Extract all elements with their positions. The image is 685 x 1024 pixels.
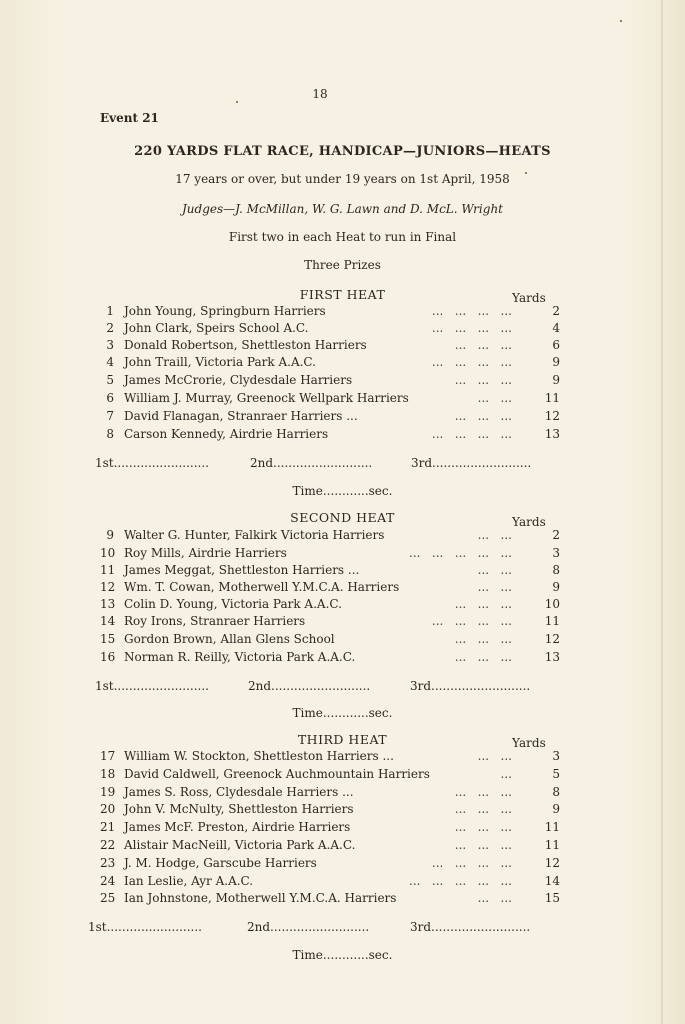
entry-number: 23 <box>100 856 116 870</box>
entry-number: 21 <box>100 820 116 834</box>
list-item <box>100 409 560 426</box>
qualification-line: First two in each Heat to run in Final <box>228 230 457 244</box>
entry-name: Roy Irons, Stranraer Harriers <box>124 614 306 628</box>
list-item <box>100 838 560 855</box>
entry-name: William W. Stockton, Shettleston Harriers ... <box>124 749 394 763</box>
eligibility-line: 17 years or over, but under 19 years on 1st April, 1958 <box>175 172 510 186</box>
yards-header: Yards <box>512 736 546 750</box>
list-item <box>100 563 560 580</box>
time-line: Time............sec. <box>292 706 393 720</box>
leader-dots: ... ... ... <box>454 632 512 646</box>
entry-name: Donald Robertson, Shettleston Harriers <box>124 338 367 352</box>
entry-number: 5 <box>106 373 114 387</box>
entry-number: 20 <box>100 802 116 816</box>
entry-number: 11 <box>100 563 116 577</box>
entry-yards: 10 <box>544 597 560 611</box>
entry-yards: 13 <box>544 427 560 441</box>
list-item <box>100 820 560 837</box>
entry-name: David Caldwell, Greenock Auchmountain Harriers <box>124 767 430 781</box>
entry-name: Ian Johnstone, Motherwell Y.M.C.A. Harriers <box>124 891 397 905</box>
entry-yards: 5 <box>552 767 560 781</box>
entry-name: John V. McNulty, Shettleston Harriers <box>124 802 354 816</box>
entry-name: John Young, Springburn Harriers <box>124 304 326 318</box>
entry-number: 10 <box>100 546 116 560</box>
entry-number: 15 <box>100 632 116 646</box>
list-item <box>100 874 560 891</box>
entry-name: James Meggat, Shettleston Harriers ... <box>124 563 360 577</box>
place-third: 3rd.......................... <box>411 456 532 470</box>
leader-dots: ... ... ... ... <box>431 321 512 335</box>
entry-number: 3 <box>106 338 114 352</box>
entry-name: Wm. T. Cowan, Motherwell Y.M.C.A. Harriers <box>124 580 400 594</box>
list-item <box>100 528 560 545</box>
entry-yards: 2 <box>552 304 560 318</box>
place-first: 1st......................... <box>88 920 202 934</box>
entry-number: 6 <box>106 391 114 405</box>
leader-dots: ... ... ... <box>454 650 512 664</box>
paper-speck <box>236 101 238 103</box>
list-item <box>100 391 560 408</box>
entry-name: Norman R. Reilly, Victoria Park A.A.C. <box>124 650 356 664</box>
entry-number: 18 <box>100 767 116 781</box>
entry-number: 12 <box>100 580 116 594</box>
entry-number: 7 <box>106 409 114 423</box>
paper-speck <box>525 172 527 174</box>
leader-dots: ... ... ... ... <box>431 304 512 318</box>
entry-name: Colin D. Young, Victoria Park A.A.C. <box>124 597 342 611</box>
entry-name: Walter G. Hunter, Falkirk Victoria Harriers <box>124 528 385 542</box>
page-number: 18 <box>312 87 328 101</box>
entry-number: 14 <box>100 614 116 628</box>
leader-dots: ... ... <box>477 563 512 577</box>
leader-dots: ... ... ... <box>454 409 512 423</box>
list-item <box>100 580 560 597</box>
leader-dots: ... ... ... ... ... <box>409 546 512 560</box>
place-first: 1st......................... <box>95 679 209 693</box>
entry-yards: 11 <box>544 391 560 405</box>
list-item <box>100 304 560 321</box>
event-label: Event 21 <box>100 111 159 125</box>
time-line: Time............sec. <box>292 484 393 498</box>
entry-yards: 11 <box>544 614 560 628</box>
place-third: 3rd.......................... <box>410 679 531 693</box>
entry-number: 13 <box>100 597 116 611</box>
entry-name: Carson Kennedy, Airdrie Harriers <box>124 427 329 441</box>
leader-dots: ... ... ... ... ... <box>409 874 512 888</box>
list-item <box>100 650 560 667</box>
list-item <box>100 338 560 355</box>
entry-yards: 14 <box>544 874 560 888</box>
list-item <box>100 597 560 614</box>
leader-dots: ... ... ... <box>454 802 512 816</box>
entry-yards: 15 <box>544 891 560 905</box>
list-item <box>100 373 560 390</box>
list-item <box>100 427 560 444</box>
entry-number: 17 <box>100 749 116 763</box>
leader-dots: ... ... ... <box>454 838 512 852</box>
time-line: Time............sec. <box>292 948 393 962</box>
entry-name: J. M. Hodge, Garscube Harriers <box>124 856 317 870</box>
yards-header: Yards <box>512 515 546 529</box>
entry-name: John Clark, Speirs School A.C. <box>124 321 309 335</box>
heat-title: FIRST HEAT <box>299 287 386 302</box>
entry-name: James McCrorie, Clydesdale Harriers <box>124 373 353 387</box>
entry-number: 25 <box>100 891 116 905</box>
entry-number: 24 <box>100 874 116 888</box>
entry-yards: 11 <box>544 820 560 834</box>
entry-yards: 2 <box>552 528 560 542</box>
place-second: 2nd.......................... <box>248 679 371 693</box>
entry-yards: 9 <box>552 802 560 816</box>
list-item <box>100 355 560 372</box>
entry-name: William J. Murray, Greenock Wellpark Harriers <box>124 391 409 405</box>
list-item <box>100 767 560 784</box>
event-title: 220 YARDS FLAT RACE, HANDICAP—JUNIORS—HEATS <box>134 144 551 159</box>
list-item <box>100 802 560 819</box>
entry-yards: 8 <box>552 785 560 799</box>
place-first: 1st......................... <box>95 456 209 470</box>
prizes-line: Three Prizes <box>304 258 381 272</box>
leader-dots: ... ... <box>477 528 512 542</box>
leader-dots: ... ... ... ... <box>431 427 512 441</box>
entry-yards: 12 <box>544 409 560 423</box>
list-item <box>100 749 560 766</box>
entry-yards: 9 <box>552 373 560 387</box>
leader-dots: ... ... ... <box>454 373 512 387</box>
entry-number: 19 <box>100 785 116 799</box>
leader-dots: ... ... ... ... <box>431 614 512 628</box>
entry-number: 16 <box>100 650 116 664</box>
yards-header: Yards <box>512 291 546 305</box>
entry-yards: 12 <box>544 856 560 870</box>
entry-name: James McF. Preston, Airdrie Harriers <box>124 820 351 834</box>
entry-name: Gordon Brown, Allan Glens School <box>124 632 335 646</box>
leader-dots: ... ... <box>477 891 512 905</box>
place-second: 2nd.......................... <box>247 920 370 934</box>
entry-number: 2 <box>106 321 114 335</box>
leader-dots: ... <box>500 767 512 781</box>
entry-name: Ian Leslie, Ayr A.A.C. <box>124 874 254 888</box>
leader-dots: ... ... ... ... <box>431 856 512 870</box>
place-second: 2nd.......................... <box>250 456 373 470</box>
entry-number: 4 <box>106 355 114 369</box>
place-third: 3rd.......................... <box>410 920 531 934</box>
leader-dots: ... ... ... <box>454 597 512 611</box>
leader-dots: ... ... ... <box>454 785 512 799</box>
leader-dots: ... ... <box>477 580 512 594</box>
entry-number: 9 <box>106 528 114 542</box>
entry-yards: 9 <box>552 355 560 369</box>
list-item <box>100 614 560 631</box>
leader-dots: ... ... ... ... <box>431 355 512 369</box>
list-item <box>100 632 560 649</box>
list-item <box>100 856 560 873</box>
entry-number: 1 <box>106 304 114 318</box>
entry-yards: 3 <box>552 749 560 763</box>
list-item <box>100 891 560 908</box>
entry-name: John Traill, Victoria Park A.A.C. <box>124 355 316 369</box>
entry-yards: 8 <box>552 563 560 577</box>
judges-line: Judges—J. McMillan, W. G. Lawn and D. McL. Wright <box>182 202 503 216</box>
entry-yards: 6 <box>552 338 560 352</box>
entry-yards: 11 <box>544 838 560 852</box>
paper-speck <box>620 20 622 22</box>
heat-title: SECOND HEAT <box>290 510 395 525</box>
heat-title: THIRD HEAT <box>297 732 388 747</box>
leader-dots: ... ... ... <box>454 820 512 834</box>
list-item <box>100 785 560 802</box>
entry-number: 22 <box>100 838 116 852</box>
entry-name: Roy Mills, Airdrie Harriers <box>124 546 287 560</box>
entry-name: David Flanagan, Stranraer Harriers ... <box>124 409 358 423</box>
list-item <box>100 321 560 338</box>
leader-dots: ... ... <box>477 749 512 763</box>
entry-yards: 13 <box>544 650 560 664</box>
entry-yards: 4 <box>552 321 560 335</box>
entry-yards: 9 <box>552 580 560 594</box>
entry-name: Alistair MacNeill, Victoria Park A.A.C. <box>124 838 356 852</box>
entry-name: James S. Ross, Clydesdale Harriers ... <box>124 785 354 799</box>
entry-yards: 12 <box>544 632 560 646</box>
leader-dots: ... ... <box>477 391 512 405</box>
entry-yards: 3 <box>552 546 560 560</box>
list-item <box>100 546 560 563</box>
entry-number: 8 <box>106 427 114 441</box>
leader-dots: ... ... ... <box>454 338 512 352</box>
